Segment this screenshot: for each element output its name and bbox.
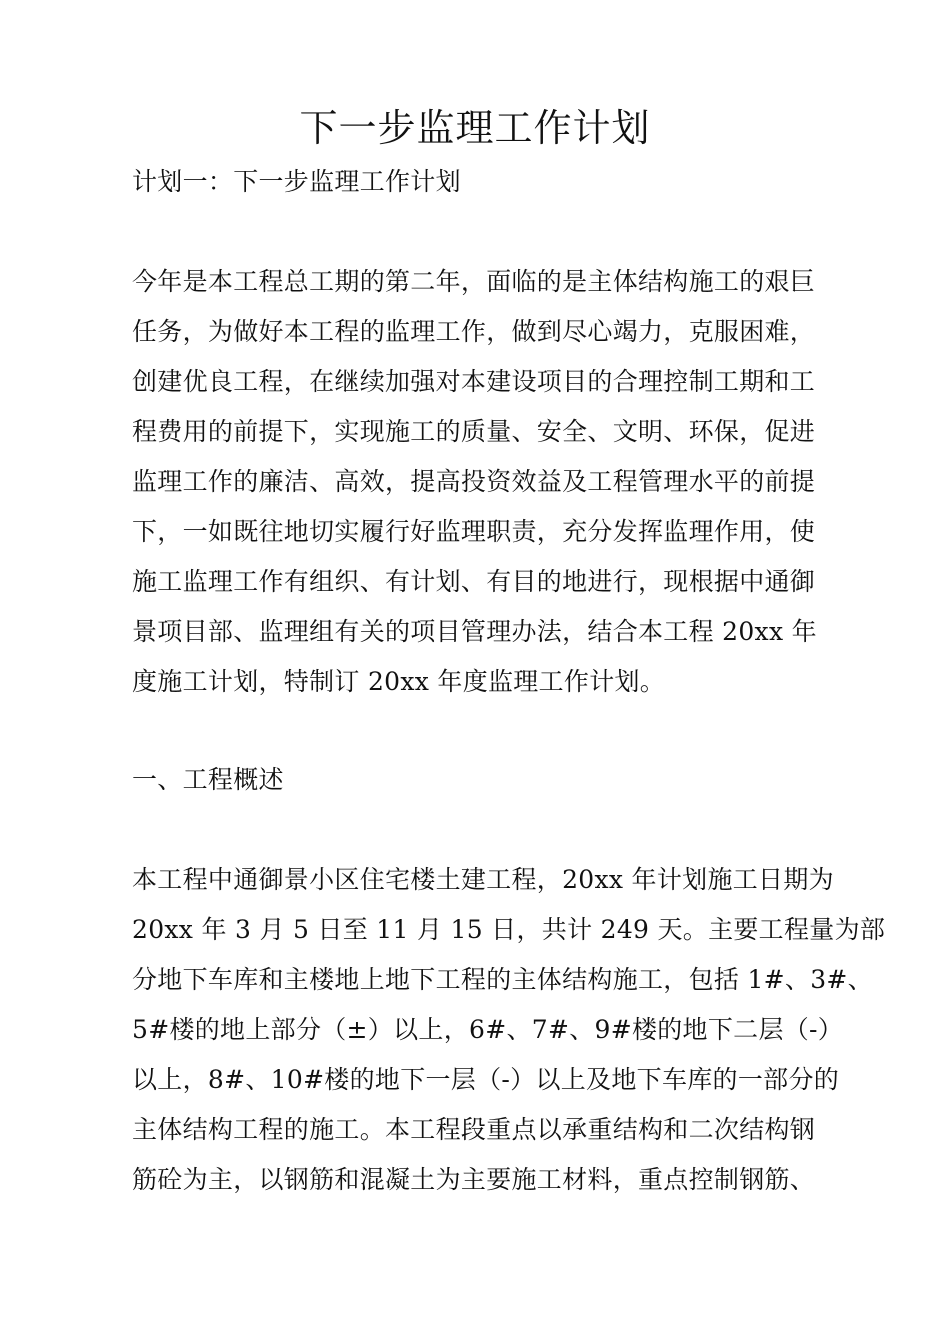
paragraph-line: 分地下车库和主楼地上地下工程的主体结构施工，包括 1#、3#、 [132,965,873,994]
paragraph-line: 20xx 年 3 月 5 日至 11 月 15 日，共计 249 天。主要工程量为部 [132,915,886,944]
paragraph-line: 主体结构工程的施工。本工程段重点以承重结构和二次结构钢 [132,1115,816,1144]
document-subtitle: 计划一：下一步监理工作计划 [132,167,461,196]
paragraph-line: 施工监理工作有组织、有计划、有目的地进行，现根据中通御 [132,567,816,596]
paragraph-line: 监理工作的廉洁、高效，提高投资效益及工程管理水平的前提 [132,467,816,496]
paragraph-line: 本工程中通御景小区住宅楼土建工程，20xx 年计划施工日期为 [132,865,834,894]
paragraph-line: 程费用的前提下，实现施工的质量、安全、文明、环保，促进 [132,417,816,446]
paragraph-line: 5#楼的地上部分（±）以上，6#、7#、9#楼的地下二层（-） [132,1015,844,1044]
paragraph-line: 下，一如既往地切实履行好监理职责，充分发挥监理作用，使 [132,517,816,546]
paragraph-line: 以上，8#、10#楼的地下一层（-）以上及地下车库的一部分的 [132,1065,840,1094]
paragraph-line: 筋砼为主，以钢筋和混凝土为主要施工材料，重点控制钢筋、 [132,1165,816,1194]
paragraph-line: 创建优良工程，在继续加强对本建设项目的合理控制工期和工 [132,367,816,396]
paragraph-line: 度施工计划，特制订 20xx 年度监理工作计划。 [132,667,666,696]
document-title: 下一步监理工作计划 [299,106,651,150]
paragraph-line: 任务，为做好本工程的监理工作，做到尽心竭力，克服困难， [132,317,816,346]
section-heading: 一、工程概述 [132,765,284,794]
paragraph-line: 今年是本工程总工期的第二年，面临的是主体结构施工的艰巨 [132,267,816,296]
paragraph-line: 景项目部、监理组有关的项目管理办法，结合本工程 20xx 年 [132,617,817,646]
